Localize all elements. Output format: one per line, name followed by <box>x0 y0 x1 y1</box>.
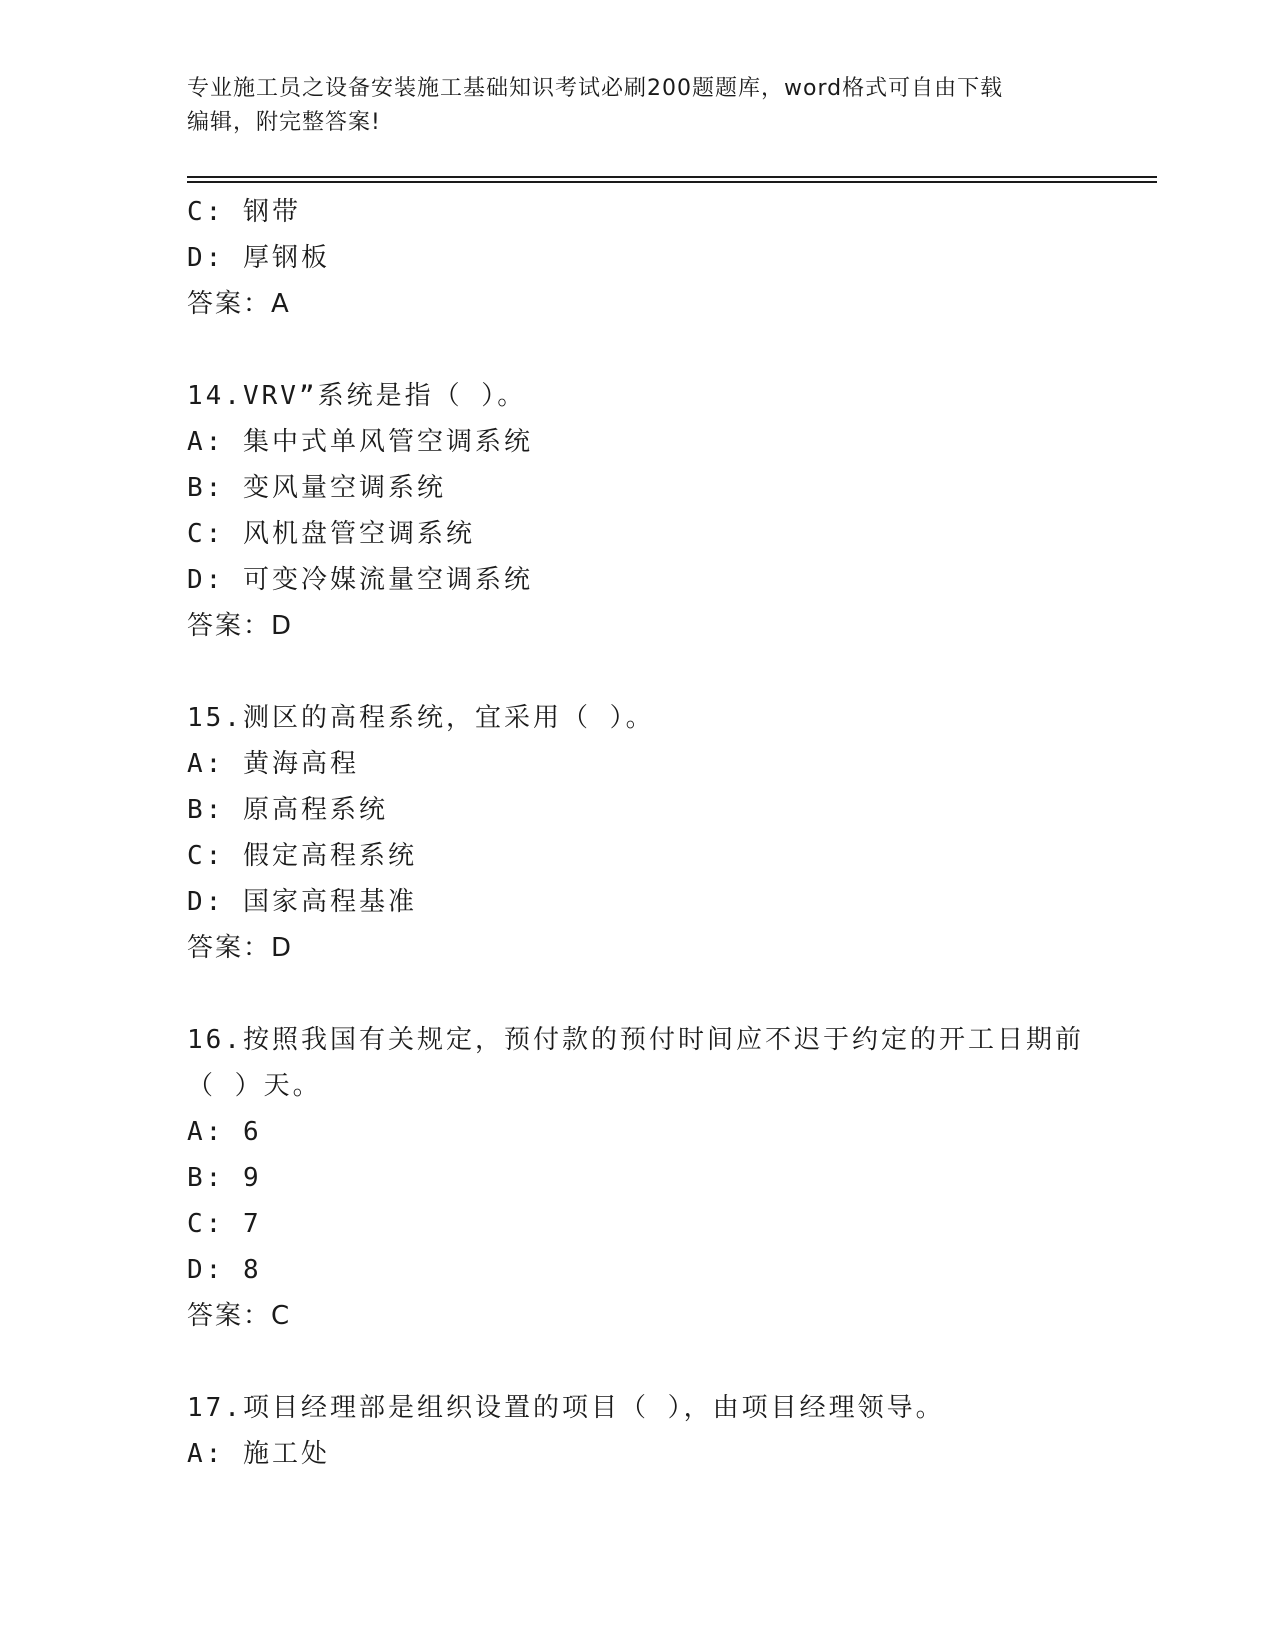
answer: 答案：D <box>187 611 294 641</box>
question-17 <box>187 1385 1087 1477</box>
header-divider-top <box>187 176 1157 178</box>
option-a: A: 黄海高程 <box>187 749 359 779</box>
option-d: D: 国家高程基准 <box>187 887 417 917</box>
option-d: D: 8 <box>187 1255 262 1285</box>
header-divider-bottom <box>187 181 1157 183</box>
option-a: A: 集中式单风管空调系统 <box>187 427 533 457</box>
question-16 <box>187 1017 1087 1339</box>
question-text: 14.VRV”系统是指（ ）。 <box>187 381 527 411</box>
question-text-line-1: 16.按照我国有关规定，预付款的预付时间应不迟于约定的开工日期前 <box>187 1025 1084 1055</box>
question-15 <box>187 695 1087 971</box>
answer: 答案：A <box>187 289 291 319</box>
option-b: B: 9 <box>187 1163 262 1193</box>
question-text: 17.项目经理部是组织设置的项目（ ），由项目经理领导。 <box>187 1393 945 1423</box>
option-a: A: 施工处 <box>187 1439 330 1469</box>
question-list <box>187 189 1087 1477</box>
option-b: B: 原高程系统 <box>187 795 388 825</box>
option-c: C: 钢带 <box>187 197 301 227</box>
option-b: B: 变风量空调系统 <box>187 473 446 503</box>
option-c: C: 假定高程系统 <box>187 841 417 871</box>
header-title-line-2: 编辑，附完整答案! <box>187 110 381 135</box>
question-text: 15.测区的高程系统，宜采用（ ）。 <box>187 703 655 733</box>
option-c: C: 风机盘管空调系统 <box>187 519 475 549</box>
question-13-tail <box>187 189 1087 327</box>
answer: 答案：C <box>187 1301 292 1331</box>
option-a: A: 6 <box>187 1117 262 1147</box>
option-d: D: 可变冷媒流量空调系统 <box>187 565 533 595</box>
document-header <box>187 72 1087 140</box>
answer: 答案：D <box>187 933 294 963</box>
option-c: C: 7 <box>187 1209 262 1239</box>
question-14 <box>187 373 1087 649</box>
question-text-line-2: （ ）天。 <box>187 1071 322 1101</box>
header-title-line-1: 专业施工员之设备安装施工基础知识考试必刷200题题库，word格式可自由下载 <box>187 76 1004 101</box>
option-d: D: 厚钢板 <box>187 243 330 273</box>
